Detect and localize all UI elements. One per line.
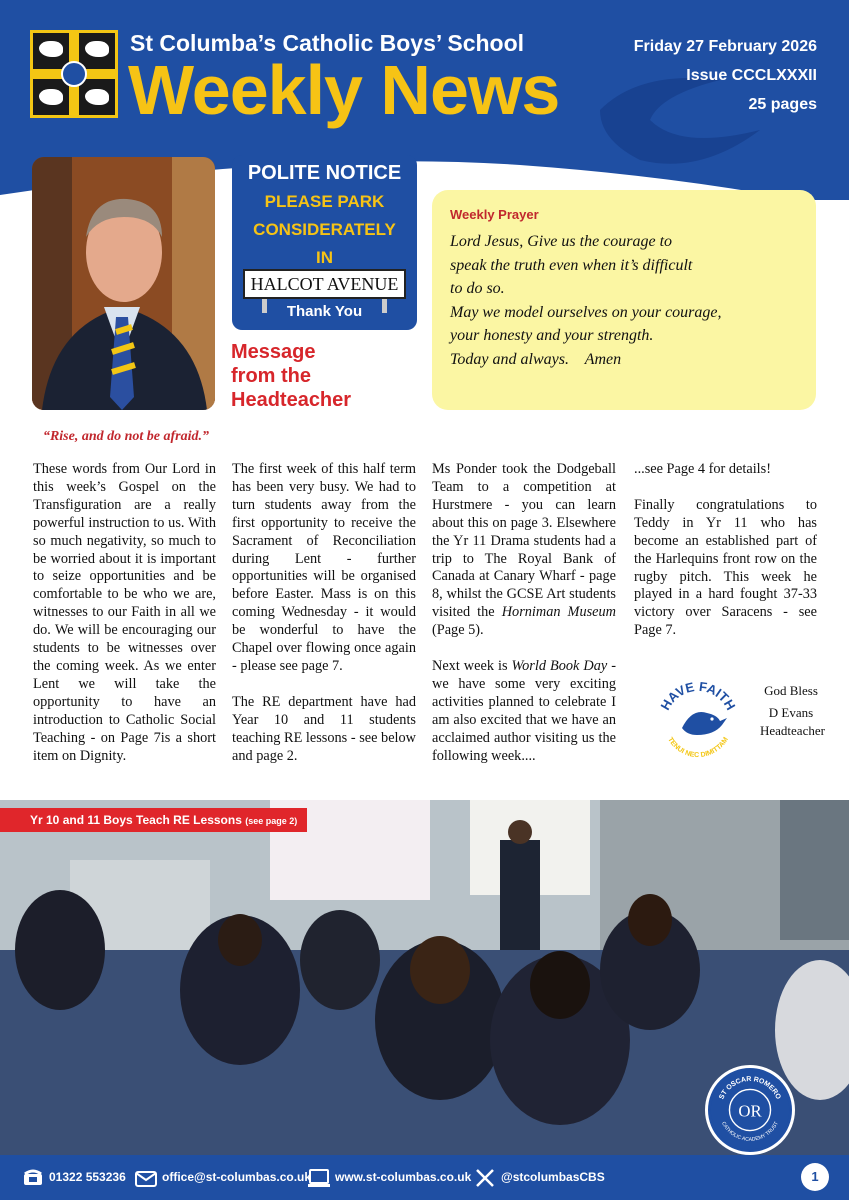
event-name: World Book Day (511, 658, 608, 675)
email-address[interactable]: office@st-columbas.co.uk (162, 1170, 312, 1184)
street-sign: HALCOT AVENUE (243, 269, 406, 299)
message-heading-line: Headteacher (231, 389, 352, 411)
school-crest (30, 30, 118, 118)
article-paragraph: Finally congratulations to Teddy in Yr 11 who has become an established part of the Harlequins front row on the rugby pitch. This week he played in a hard fought 37-33 victory over Saracens - see Page 7. (634, 496, 817, 639)
caption-text: Yr 10 and 11 Boys Teach RE Lessons (30, 813, 242, 827)
message-heading-line: from the (231, 365, 311, 387)
sign-off-greeting: God Bless (764, 683, 818, 698)
phone-icon (22, 1168, 44, 1188)
prayer-line: to do so. (450, 280, 505, 297)
sign-off (760, 680, 825, 738)
article-paragraph: ...see Page 4 for details! (634, 461, 771, 477)
svg-text:TENUI NEC DIMITTAM (666, 736, 730, 759)
footer-social[interactable] (474, 1155, 605, 1200)
weekly-prayer-box (432, 190, 816, 410)
newsletter-title: Weekly News (128, 51, 560, 129)
notice-line: PLEASE PARK (264, 192, 385, 211)
crest-seal (61, 61, 87, 87)
dove-icon (85, 89, 109, 105)
dove-icon (85, 41, 109, 57)
email-icon (135, 1168, 157, 1188)
headteacher-photo (32, 157, 215, 410)
prayer-title: Weekly Prayer (450, 207, 539, 222)
prayer-line: speak the truth even when it’s difficult (450, 256, 693, 274)
footer-website[interactable] (308, 1155, 471, 1200)
article-column-3 (432, 461, 616, 784)
notice-body (232, 188, 417, 272)
issue-number: Issue CCCLXXXII (686, 67, 817, 84)
footer-phone[interactable] (22, 1155, 126, 1200)
dove-icon (39, 89, 63, 105)
photo-caption (0, 808, 307, 832)
article-paragraph: The RE department have had Year 10 and 11 students teaching RE lessons - see below and page 2. (232, 693, 416, 764)
motto-text: TENUI NEC DIMITTAM (666, 736, 730, 760)
article-column-4 (634, 461, 817, 658)
dove-icon (39, 41, 63, 57)
notice-line: IN (316, 248, 333, 267)
issue-date: Friday 27 February 2026 (633, 38, 817, 55)
school-name: St Columba’s Catholic Boys’ School (130, 30, 525, 56)
caption-note: (see page 2) (245, 816, 298, 826)
have-faith-text: HAVE FAITH (657, 678, 739, 713)
gospel-quote: “Rise, and do not be afraid.” (42, 429, 210, 444)
svg-text:OR: OR (738, 1101, 762, 1121)
issue-info (634, 32, 817, 119)
sign-off-role: Headteacher (760, 723, 825, 738)
message-heading-line: Message (231, 341, 316, 363)
prayer-line: Lord Jesus, Give us the courage to (450, 233, 673, 250)
article-paragraph: The first week of this half term has been very busy. We had to turn students away from the first opportunity to receive the Sacrament of Reconciliation during Lent - further opportunities will be organised before Easter. Mass is on this coming Wednesday - it would be wonderful to have the Chapel over flowing once again - please see page 7. (232, 461, 416, 674)
social-handle[interactable]: @stcolumbasCBS (501, 1170, 605, 1184)
bird-icon (682, 712, 727, 735)
notice-line: CONSIDERATELY (253, 220, 396, 239)
notice-title: POLITE NOTICE (247, 162, 402, 184)
phone-number[interactable]: 01322 553236 (49, 1170, 126, 1184)
classroom-photo (0, 800, 849, 1155)
laptop-icon (308, 1168, 330, 1188)
footer-email[interactable] (135, 1155, 311, 1200)
museum-name: Horniman Museum (501, 604, 616, 621)
have-faith-logo (652, 673, 744, 765)
notice-thanks: Thank You (286, 303, 363, 320)
romero-trust-logo (705, 1065, 795, 1155)
sign-off-name: D Evans (768, 705, 814, 720)
x-icon (474, 1168, 496, 1188)
message-heading (231, 340, 351, 412)
page-count: 25 pages (748, 96, 817, 113)
prayer-text (450, 230, 798, 371)
article-paragraph: Ms Ponder took the Dodgeball Team to a competition at Hurstmere - you can learn about this on page 3. Elsewhere the Yr 11 Drama students had a trip to The Royal Bank of Canada at Canary Wharf - page 8, whilst the GCSE Art students visited the Horniman Museum (Page 5). (432, 461, 616, 639)
prayer-line: Today and always. Amen (450, 350, 622, 368)
article-paragraph: These words from Our Lord in this week’s Gospel on the Transfiguration are a really powerful instruction to us. With so much negativity, so much to be worried about it is important to seize opportunities and be comfortable to be who we are, witnesses to our Faith in all we do. We will be encouraging our students to be witnesses over the coming week. As we enter Lent we will take the opportunity to have an introduction to Catholic Social Teaching - on Page 7is a short item on Dignity. (33, 461, 216, 764)
website-url[interactable]: www.st-columbas.co.uk (335, 1170, 472, 1184)
prayer-line: your honesty and your strength. (450, 327, 654, 344)
article-column-1 (33, 461, 216, 783)
footer-bar (0, 1155, 849, 1200)
svg-text:ST OSCAR ROMERO: ST OSCAR ROMERO (718, 1075, 782, 1101)
student-teacher (500, 840, 540, 950)
svg-text:HAVE FAITH (658, 679, 739, 713)
article-column-2 (232, 461, 416, 784)
svg-text:CATHOLIC ACADEMY TRUST: CATHOLIC ACADEMY TRUST (720, 1120, 780, 1143)
parking-notice (232, 155, 417, 330)
page-number: 1 (801, 1163, 829, 1191)
prayer-line: May we model ourselves on your courage, (450, 303, 722, 321)
article-paragraph: Next week is World Book Day - we have some very exciting activities planned to celebrate I am also excited that we have an acclaimed author visiting us the following week.... (432, 658, 616, 764)
